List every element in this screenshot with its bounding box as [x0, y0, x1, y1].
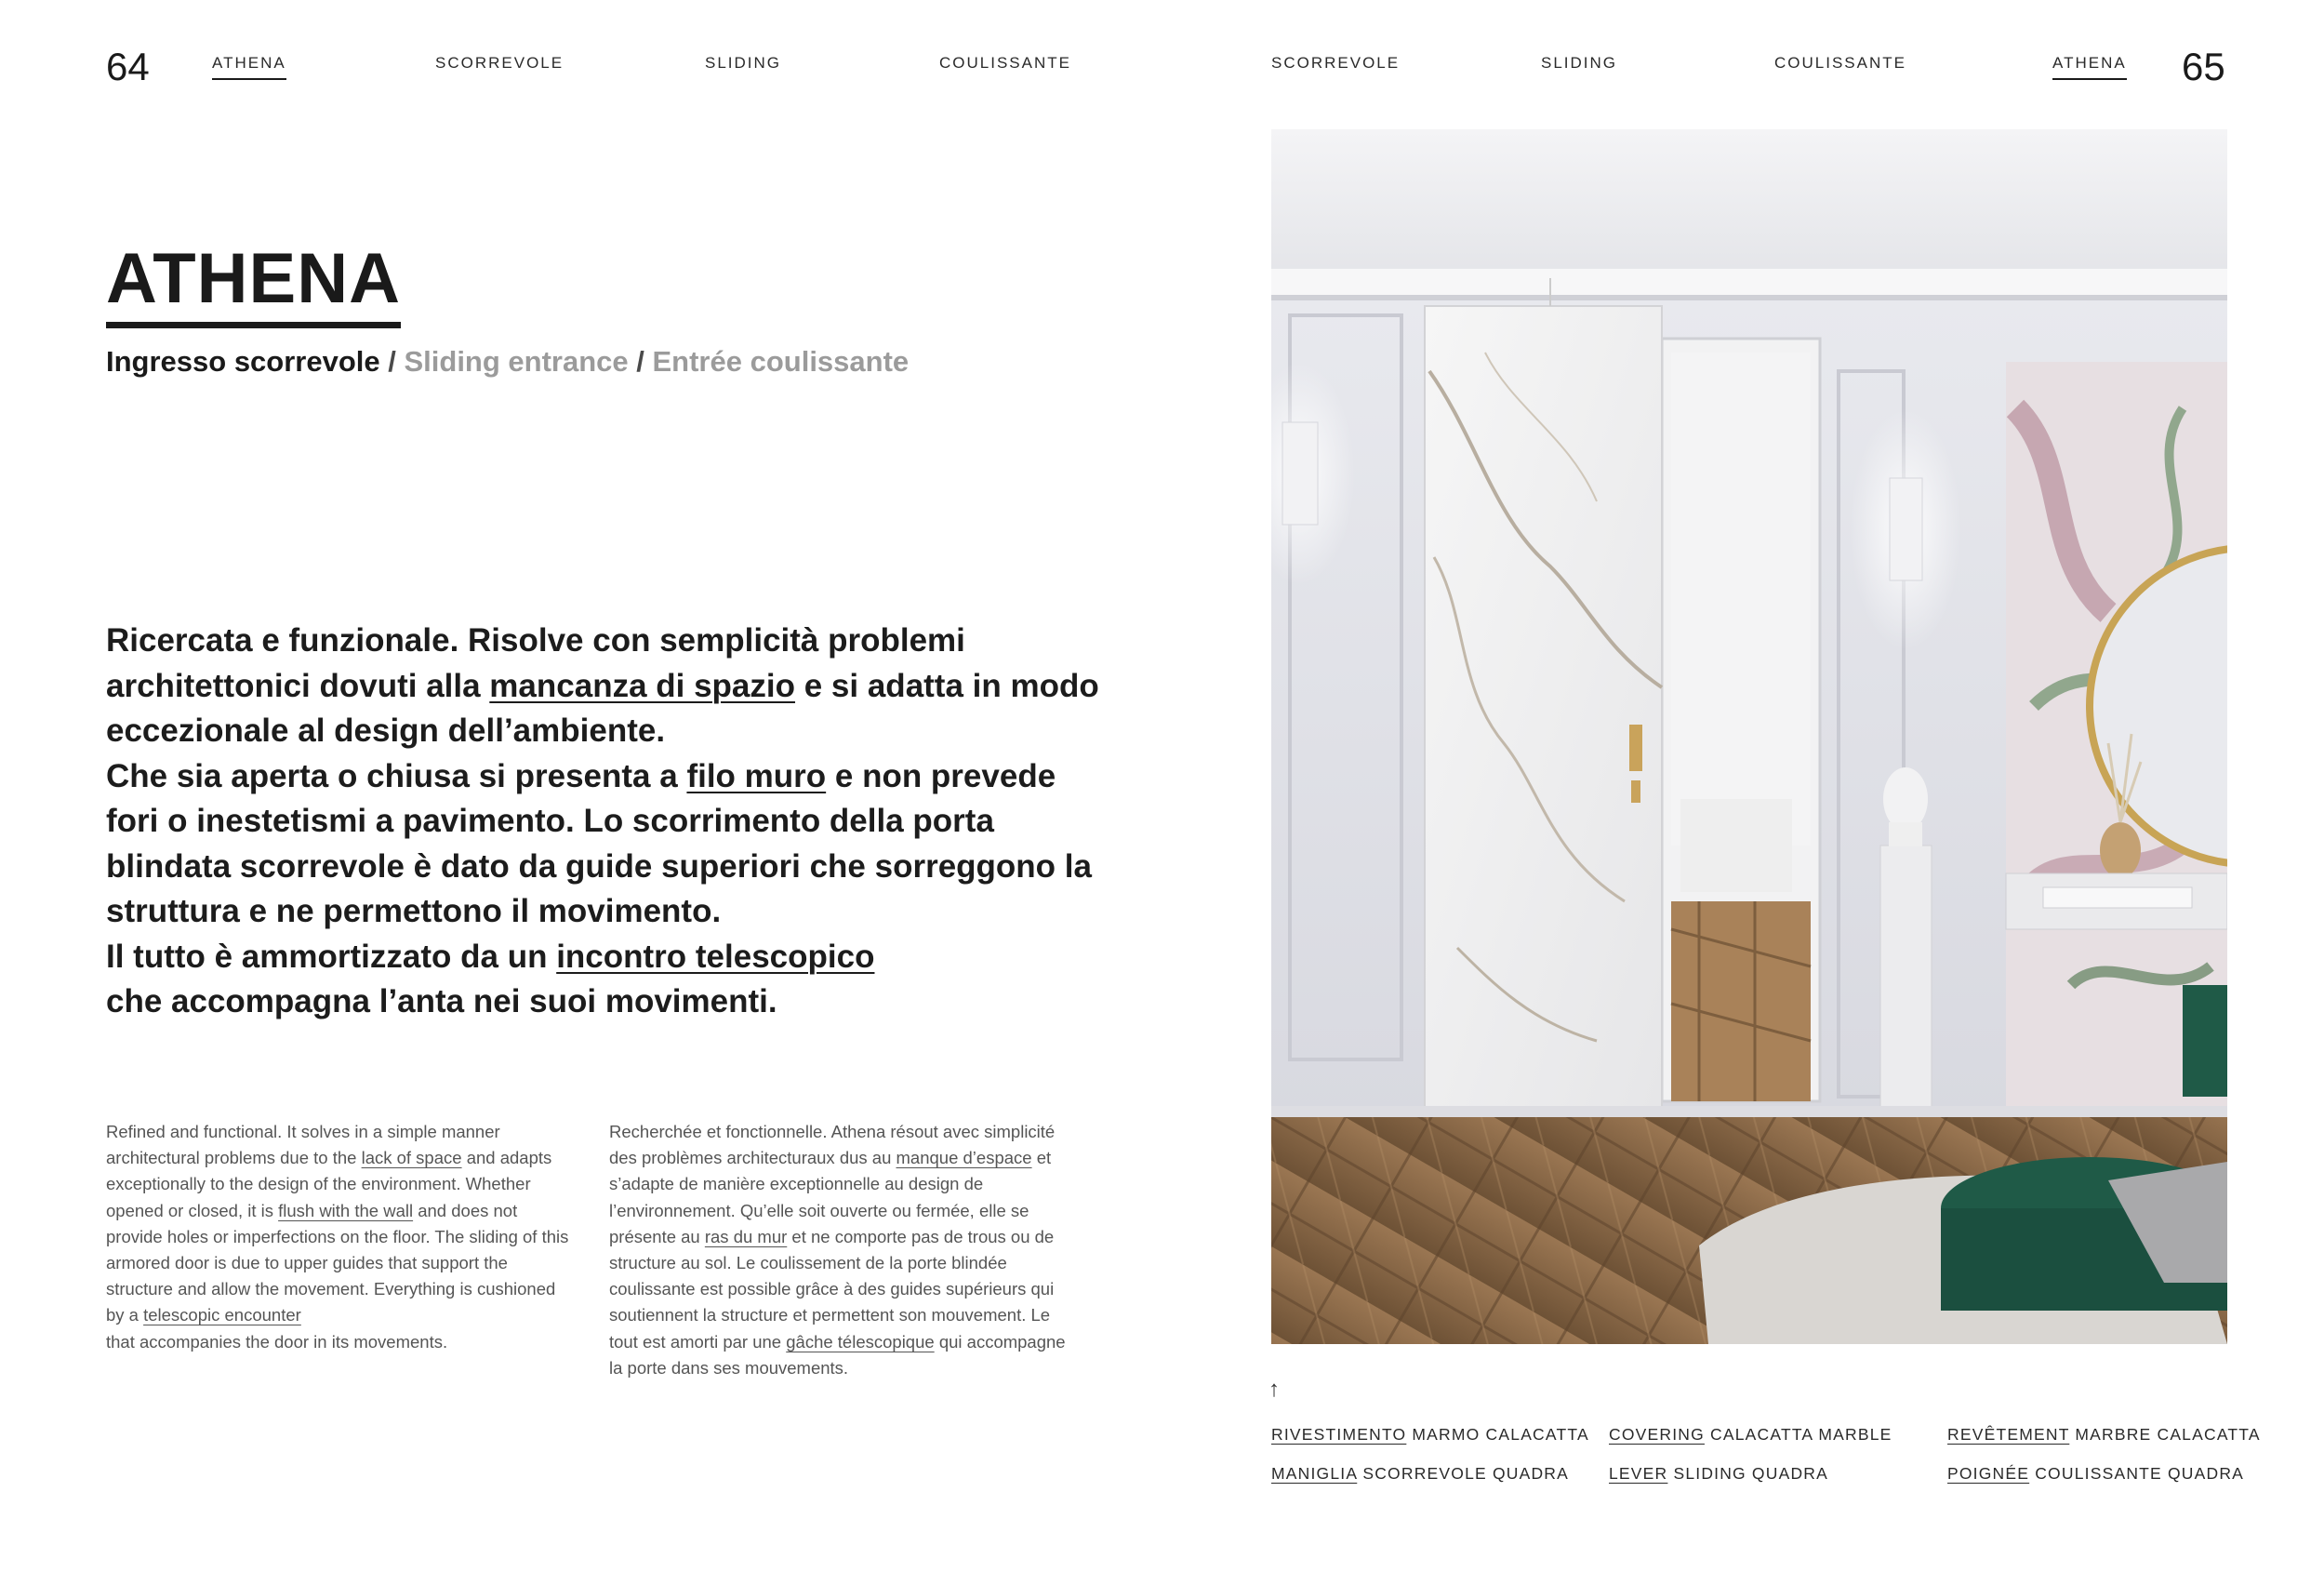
french-link-space: manque d’espace	[896, 1148, 1032, 1168]
spec-handle-fr	[1947, 1464, 2244, 1484]
page-number-right: 65	[2182, 45, 2225, 88]
english-description	[106, 1119, 571, 1355]
lead-text: Il tutto è ammortizzato da un	[106, 938, 557, 975]
nav-athena-right[interactable]: ATHENA	[2052, 54, 2127, 80]
english-link-flush: flush with the wall	[278, 1200, 414, 1220]
subtitle-separator: /	[379, 345, 405, 378]
product-photo	[1271, 129, 2227, 1344]
lead-link-telescopic: incontro telescopico	[556, 938, 875, 975]
spec-key: LEVER	[1609, 1464, 1668, 1483]
arrow-up-icon: ↑	[1268, 1377, 1280, 1402]
spec-value: SLIDING QUADRA	[1667, 1464, 1829, 1483]
french-link-telescopic: gâche télescopique	[786, 1331, 935, 1352]
nav-athena-left[interactable]: ATHENA	[212, 54, 286, 80]
spec-value: MARMO CALACATTA	[1406, 1425, 1589, 1444]
english-text: Refined and functional. It solves in a simple manner architectural problems due to the	[106, 1122, 500, 1168]
english-text: and adapts exceptionally to the design of the environment. Whether opened or closed, it is	[106, 1148, 552, 1220]
spec-key: REVÊTEMENT	[1947, 1425, 2070, 1444]
lead-text: Ricercata e funzionale. Risolve con semplicità problemi architettonici dovuti alla	[106, 622, 965, 704]
spec-value: COULISSANTE QUADRA	[2029, 1464, 2245, 1483]
spec-value: MARBRE CALACATTA	[2069, 1425, 2261, 1444]
spec-value: SCORREVOLE QUADRA	[1357, 1464, 1570, 1483]
french-text: Recherchée et fonctionnelle. Athena résout avec simplicité des problèmes architecturaux dus au	[609, 1122, 1056, 1168]
english-text: that accompanies the door in its movements.	[106, 1331, 448, 1352]
english-text: and does not provide holes or imperfections on the floor. The sliding of this armored door is due to upper guides that support the structure and allow the movement. Everything is cushioned by a	[106, 1200, 569, 1325]
lead-text: che accompagna l’anta nei suoi movimenti.	[106, 983, 777, 1019]
french-text: et ne comporte pas de trous ou de structure au sol. Le coulissement de la porte blindée coulissante est possible grâce à des guides supérieurs qui soutiennent la structure et permettent son mouvement. Le tout est amorti par une	[609, 1226, 1055, 1352]
french-description	[609, 1119, 1074, 1381]
lead-text: e non prevede fori o inestetismi a pavimento. Lo scorrimento della porta blindata scorrevole è dato da guide superiori che sorreggono la struttura e ne permettono il movimento.	[106, 757, 1092, 929]
nav-scorrevole-right[interactable]: SCORREVOLE	[1271, 54, 1401, 72]
page-number-left: 64	[106, 45, 150, 88]
nav-sliding-right[interactable]: SLIDING	[1541, 54, 1618, 72]
spec-covering-en	[1609, 1425, 1892, 1445]
english-link-telescopic: telescopic encounter	[143, 1305, 301, 1325]
nav-scorrevole-left[interactable]: SCORREVOLE	[435, 54, 564, 72]
spec-value: CALACATTA MARBLE	[1704, 1425, 1892, 1444]
lead-link-space: mancanza di spazio	[489, 667, 796, 704]
nav-coulissante-left[interactable]: COULISSANTE	[939, 54, 1071, 72]
interior-illustration	[1271, 129, 2227, 1344]
subtitle-english: Sliding entrance	[404, 345, 629, 378]
spec-key: COVERING	[1609, 1425, 1705, 1444]
nav-sliding-left[interactable]: SLIDING	[705, 54, 782, 72]
lead-text: Che sia aperta o chiusa si presenta a	[106, 757, 687, 794]
spec-handle-it	[1271, 1464, 1569, 1484]
nav-coulissante-right[interactable]: COULISSANTE	[1774, 54, 1906, 72]
subtitle-separator: /	[628, 345, 653, 378]
spec-covering-fr	[1947, 1425, 2261, 1445]
spec-key: POIGNÉE	[1947, 1464, 2030, 1483]
spec-handle-en	[1609, 1464, 1828, 1484]
product-subtitle	[106, 345, 909, 379]
product-title: ATHENA	[106, 244, 401, 328]
subtitle-french: Entrée coulissante	[652, 345, 910, 378]
lead-link-flush: filo muro	[686, 757, 827, 794]
lead-text: e si adatta in modo eccezionale al design dell’ambiente.	[106, 667, 1099, 749]
spec-covering-it	[1271, 1425, 1589, 1445]
english-link-space: lack of space	[361, 1148, 462, 1168]
french-text: et s’adapte de manière exceptionnelle au design de l’environnement. Qu’elle soit ouverte ou fermée, elle se présente au	[609, 1148, 1052, 1246]
spec-key: MANIGLIA	[1271, 1464, 1358, 1483]
french-link-flush: ras du mur	[704, 1226, 788, 1246]
french-text: qui accompagne la porte dans ses mouvements.	[609, 1331, 1066, 1378]
italian-description	[106, 619, 1110, 1025]
spec-key: RIVESTIMENTO	[1271, 1425, 1407, 1444]
subtitle-italian: Ingresso scorrevole	[106, 345, 380, 378]
